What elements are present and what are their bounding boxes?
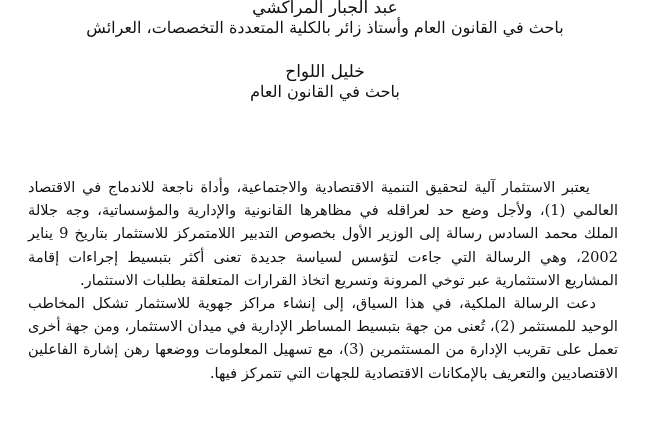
article-body xyxy=(28,176,618,385)
author-block-1 xyxy=(0,0,650,37)
author-affiliation-2: باحث في القانون العام xyxy=(250,81,400,101)
paragraph-2: دعت الرسالة الملكية، في هذا السياق، إلى إنشاء مراكز جهوية للاستثمار تشكل المخاطب الوحيد للمستثمر (2)، تُعنى من جهة بتبسيط المساطر الإدارية في ميدان الاستثمار، ومن جهة أخرى تعمل على تقريب الإدارة من المستثمرين (3)، مع تسهيل المعلومات ووضعها رهن إشارة الفاعلين الاقتصاديين والتعريف بالإمكانات الاقتصادية للجهات التي تتمركز فيها. xyxy=(28,295,619,382)
author-name-2: خليل اللواح xyxy=(285,62,365,82)
author-affiliation-1: باحث في القانون العام وأستاذ زائر بالكلية المتعددة التخصصات، العرائش xyxy=(86,17,564,37)
author-block-2 xyxy=(0,63,650,101)
author-name-1: عبد الجبار المراكشي xyxy=(252,0,398,18)
paragraph-1: يعتبر الاستثمار آلية لتحقيق التنمية الاقتصادية والاجتماعية، وأداة ناجعة للاندماج في الاقتصاد العالمي (1)، ولأجل وضع حد لعراقله في مظاهرها القانونية والإدارية والمؤسساتية، وجه جلالة الملك محمد السادس رسالة إلى الوزير الأول بخصوص التدبير اللامتمركز للاستثمار بتاريخ 9 يناير 2002، وهي الرسالة التي جاءت لتؤسس لسياسة جديدة تعنى أكثر بتبسيط إجراءات إقامة المشاريع الاستثمارية عبر توخي المرونة وتسريع اتخاذ القرارات المتعلقة بطلبات الاستثمار. xyxy=(28,179,618,289)
